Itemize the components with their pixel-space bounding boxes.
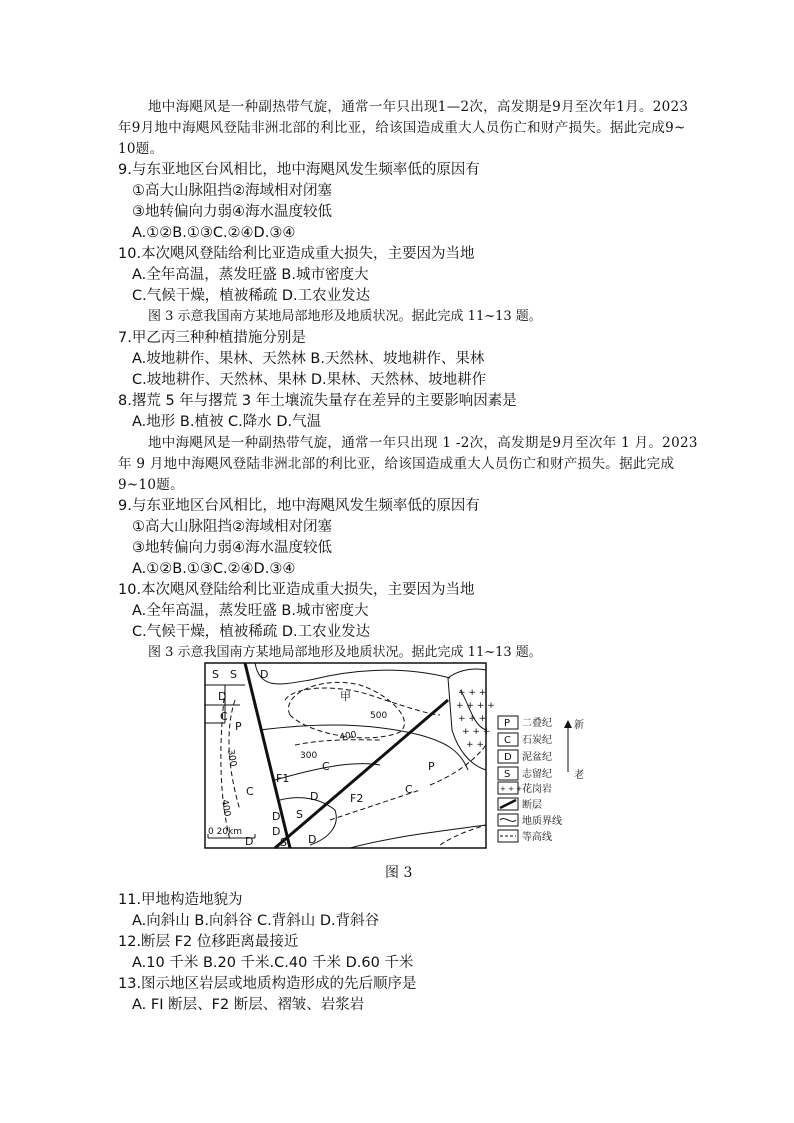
text-line-q9a2: ③地转偏向力弱④海水温度较低 (132, 204, 332, 220)
map-label-D5: D (272, 825, 281, 838)
map-label-C2: C (322, 760, 330, 773)
text-line-q9b2: ③地转偏向力弱④海水温度较低 (132, 540, 332, 556)
text-line-q11: 11.甲地构造地貌为 (118, 892, 243, 908)
map-label-S2: S (230, 668, 237, 681)
legend-granite: 花岗岩 (522, 784, 552, 795)
svg-text:+ + + +: + + + + (456, 701, 495, 711)
text-line-q9a: 9.与东亚地区台风相比，地中海飓风发生频率低的原因有 (118, 162, 480, 178)
fault-f2 (275, 700, 448, 848)
text-line-q10b2: C.气候干燥，植被稀疏 D.工农业发达 (132, 624, 371, 640)
text-line-q7b: C.坡地耕作、天然林、果林 D.果林、天然林、坡地耕作 (132, 372, 487, 388)
text-line-q11a: A.向斜山 B.向斜谷 C.背斜山 D.背斜谷 (132, 913, 380, 929)
map-label-C1: C (220, 710, 228, 723)
map-label-c400b: 400 (219, 798, 232, 818)
text-line-cap1: 图 3 示意我国南方某地局部地形及地质状况。据此完成 11~13 题。 (148, 309, 542, 324)
legend-strata-name: 二叠纪 (522, 718, 552, 729)
fault-icon (500, 800, 516, 808)
text-line-q12a: A.10 千米 B.20 千米.C.40 千米 D.60 千米 (132, 955, 414, 971)
map-label-F1: F1 (276, 772, 290, 785)
text-line-p2a: 地中海飓风是一种副热带气旋，通常一年只出现 1 -2次，高发期是9月至次年 1 月。2023 (148, 435, 698, 451)
text-line-q8: 8.撂荒 5 年与撂荒 3 年土壤流失量存在差异的主要影响因素是 (118, 393, 517, 409)
text-line-q10a2: C.气候干燥，植被稀疏 D.工农业发达 (132, 288, 371, 304)
geologic-boundary (350, 825, 486, 848)
text-line-p2b: 年 9 月地中海飓风登陆非洲北部的利比亚，给该国造成重大人员伤亡和财产损失。据此完成 (118, 456, 675, 472)
text-line-p1c: 10题。 (118, 141, 164, 157)
map-label-jia: 甲 (340, 690, 351, 703)
text-line-cap2: 图 3 示意我国南方某地局部地形及地质状况。据此完成 11~13 题。 (148, 645, 542, 660)
text-line-p2c: 9~10题。 (118, 477, 184, 493)
text-line-q13: 13.图示地区岩层或地质构造形成的先后顺序是 (118, 976, 417, 992)
map-label-D3: D (310, 790, 319, 803)
map-label-S4: S (280, 836, 287, 849)
legend-strata-code: P (504, 718, 511, 729)
arrow-head-icon (564, 720, 572, 728)
fault-f1 (245, 663, 290, 848)
legend-strata-code: D (504, 752, 512, 763)
text-line-q9b3: A.①②B.①③C.②④D.③④ (132, 561, 296, 577)
map-label-P2: P (428, 760, 435, 773)
text-line-q9a3: A.①②B.①③C.②④D.③④ (132, 225, 296, 241)
map-label-D1: D (260, 668, 269, 681)
text-line-q9a1: ①高大山脉阻挡②海域相对闭塞 (132, 183, 332, 199)
map-label-F2: F2 (350, 792, 364, 805)
granite-pattern (456, 688, 495, 750)
map-label-D4: D (272, 810, 281, 823)
svg-text:+ + +: + + + (458, 688, 487, 698)
figure-caption: 图 3 (385, 865, 413, 881)
svg-text:+ + +: + + + (458, 714, 487, 724)
text-line-q9b: 9.与东亚地区台风相比，地中海飓风发生频率低的原因有 (118, 498, 480, 514)
map-label-S1: S (212, 668, 219, 681)
text-line-q8a: A.地形 B.植被 C.降水 D.气温 (132, 414, 322, 430)
map-label-c300a: 300 (300, 751, 318, 761)
text-line-q13a: A. FI 断层、F2 断层、褶皱、岩浆岩 (132, 997, 365, 1013)
map-label-C4: C (246, 785, 254, 798)
map-label-S3: S (296, 808, 303, 821)
legend-new: 新 (574, 720, 584, 731)
legend-old: 老 (574, 770, 584, 781)
map-label-c300b: 300 (225, 748, 238, 768)
map-label-D6: D (308, 833, 317, 846)
legend-contour: 等高线 (522, 832, 552, 843)
map-label-c500: 500 (370, 711, 388, 721)
legend-strata-code: S (504, 769, 511, 780)
text-line-p1a: 地中海飓风是一种副热带气旋，通常一年只出现1—2次，高发期是9月至次年1月。2023 (148, 99, 689, 115)
legend-strata-name: 泥盆纪 (522, 752, 552, 763)
legend-strata-name: 石炭纪 (522, 735, 552, 746)
text-line-q10b: 10.本次飓风登陆给利比亚造成重大损失，主要因为当地 (118, 582, 475, 598)
boundary-icon (500, 819, 516, 822)
map-label-scale: 0 20km (208, 827, 243, 837)
map-label-c400a: 400 (338, 730, 358, 743)
text-line-q7a: A.坡地耕作、果林、天然林 B.天然林、坡地耕作、果林 (132, 351, 485, 367)
svg-text:+ + +: + + + (462, 727, 491, 737)
legend-strata-name: 志留纪 (522, 769, 552, 780)
legend-fault: 断层 (522, 800, 542, 811)
text-line-q9b1: ①高大山脉阻挡②海域相对闭塞 (132, 519, 332, 535)
legend-boundary: 地质界线 (522, 816, 562, 827)
map-label-D2: D (218, 690, 227, 703)
geologic-map-figure (200, 660, 600, 852)
text-line-q10b1: A.全年高温，蒸发旺盛 B.城市密度大 (132, 603, 369, 619)
text-line-q10a1: A.全年高温，蒸发旺盛 B.城市密度大 (132, 267, 369, 283)
svg-text:+ +: + + (466, 740, 484, 750)
text-line-p1b: 年9月地中海飓风登陆非洲北部的利比亚，给该国造成重大人员伤亡和财产损失。据此完成9~ (118, 120, 686, 136)
legend-strata-code: C (504, 735, 511, 746)
text-line-q7: 7.甲乙丙三种种植措施分别是 (118, 330, 306, 346)
map-label-C3: C (405, 783, 413, 796)
text-line-q12: 12.断层 F2 位移距离最接近 (118, 934, 299, 950)
legend (498, 716, 584, 843)
geologic-boundary (255, 663, 450, 684)
map-label-P1: P (235, 720, 242, 733)
map-label-D7: D (245, 835, 254, 848)
svg-text:+ + +: + + + (500, 785, 523, 793)
text-line-q10a: 10.本次飓风登陆给利比亚造成重大损失，主要因为当地 (118, 246, 475, 262)
